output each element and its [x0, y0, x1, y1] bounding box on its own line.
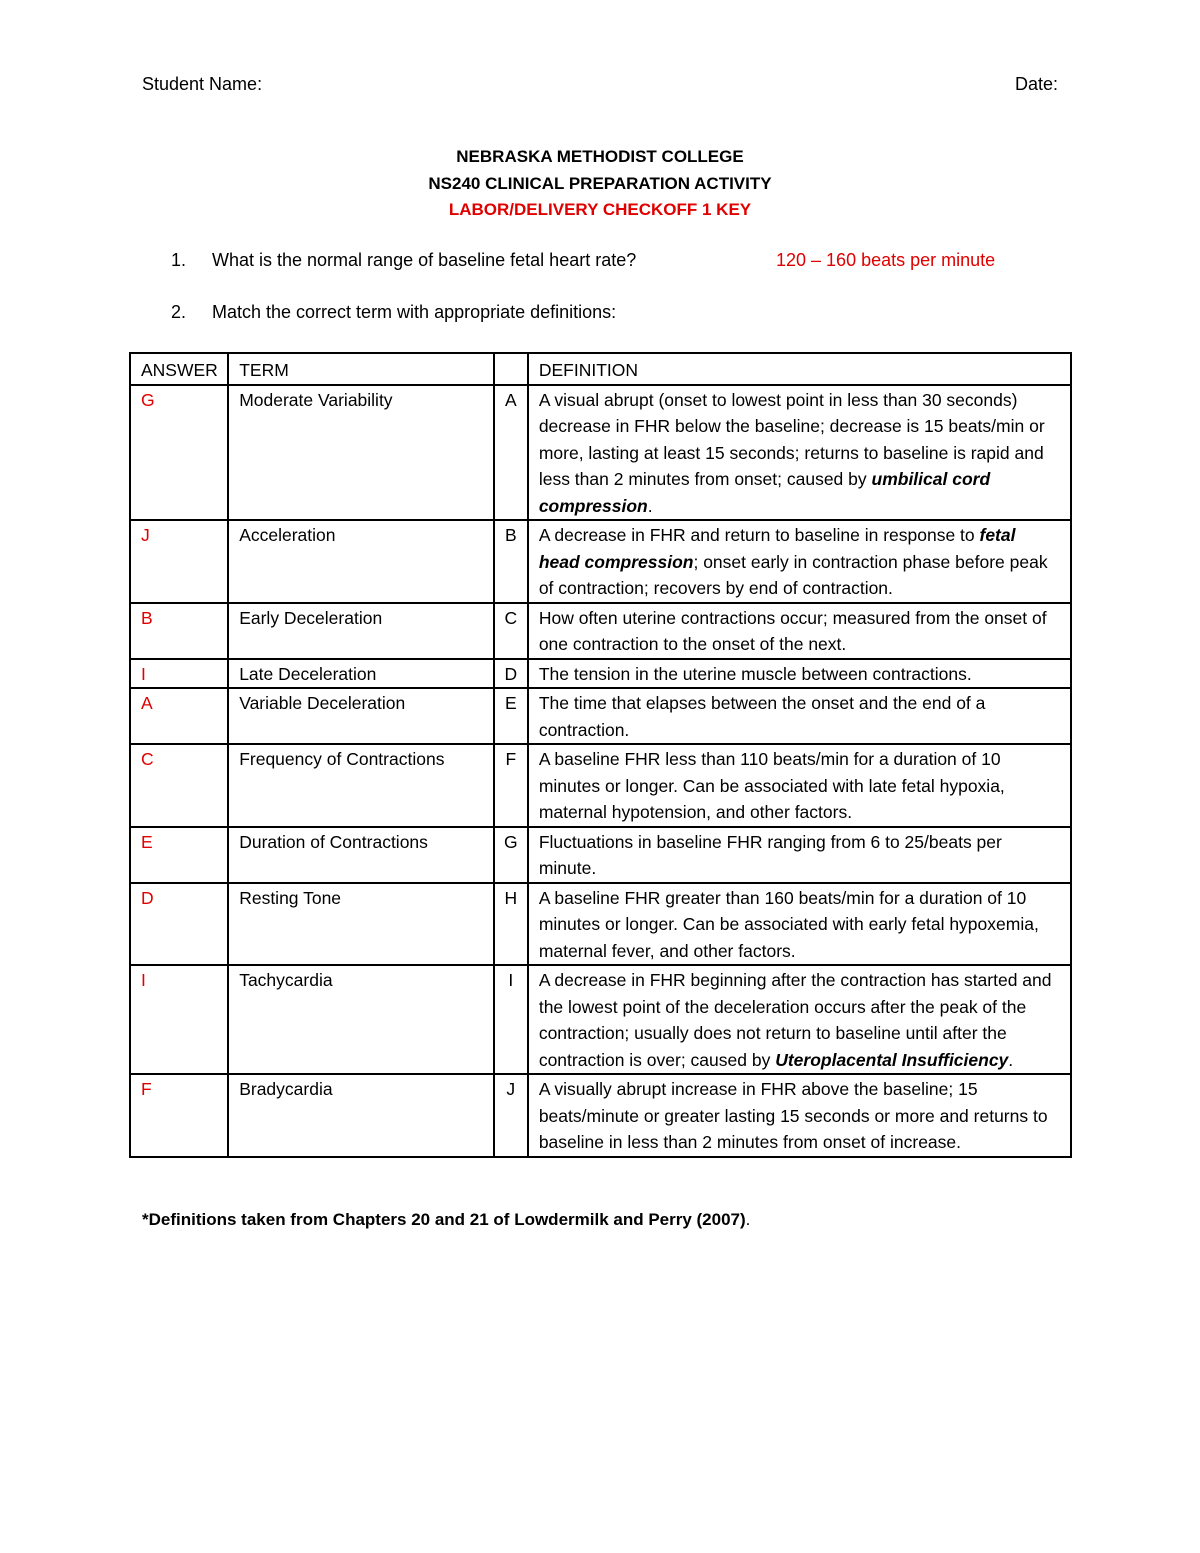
- definition-text: The tension in the uterine muscle between contractions.: [538, 663, 972, 684]
- answer-cell: F: [130, 1074, 228, 1157]
- definition-emphasis: umbilical cord compression: [538, 469, 991, 516]
- definition-text-tail: ; onset early in contraction phase before peak of contraction; recovers by end of contraction.: [538, 551, 1048, 598]
- letter-cell: B: [494, 520, 528, 603]
- term-cell: Acceleration: [228, 520, 494, 603]
- definition-text-tail: .: [1008, 1049, 1014, 1070]
- document-title-block: [0, 144, 1200, 224]
- definition-emphasis: fetal head compression: [538, 525, 1016, 572]
- answer-cell: C: [130, 744, 228, 827]
- answer-key-title: LABOR/DELIVERY CHECKOFF 1 KEY: [448, 200, 752, 219]
- definition-text: How often uterine contractions occur; measured from the onset of one contraction to the onset of the next.: [538, 607, 1047, 654]
- definition-emphasis: Uteroplacental Insufficiency: [775, 1049, 1009, 1070]
- definition-cell: [528, 659, 1071, 689]
- question-1-answer: 120 – 160 beats per minute: [776, 250, 996, 270]
- definition-text-tail: .: [647, 495, 653, 516]
- term-cell: Resting Tone: [228, 883, 494, 966]
- term-cell: Variable Deceleration: [228, 688, 494, 744]
- definition-cell: [528, 688, 1071, 744]
- header-answer: ANSWER: [130, 353, 228, 385]
- definition-cell: [528, 883, 1071, 966]
- definition-cell: [528, 385, 1071, 521]
- question-1-text: What is the normal range of baseline fetal heart rate?: [212, 250, 637, 270]
- table-row: [130, 603, 1071, 659]
- table-row: [130, 520, 1071, 603]
- table-row: [130, 385, 1071, 521]
- answer-cell: B: [130, 603, 228, 659]
- activity-title: NS240 CLINICAL PREPARATION ACTIVITY: [428, 173, 772, 193]
- term-cell: Frequency of Contractions: [228, 744, 494, 827]
- definition-text: A visually abrupt increase in FHR above the baseline; 15 beats/minute or greater lasting 15 seconds or more and returns to baseline in less than 2 minutes from onset of increase.: [538, 1079, 1048, 1152]
- footnote-text: *Definitions taken from Chapters 20 and 21 of Lowdermilk and Perry (2007): [142, 1210, 746, 1229]
- letter-cell: C: [494, 603, 528, 659]
- definition-cell: [528, 603, 1071, 659]
- definition-text: A baseline FHR less than 110 beats/min for a duration of 10 minutes or longer. Can be associated with late fetal hypoxia, maternal hypotension, and other factors.: [538, 749, 1005, 822]
- answer-cell: J: [130, 520, 228, 603]
- header-term: TERM: [228, 353, 494, 385]
- table-row: [130, 659, 1071, 689]
- letter-cell: E: [494, 688, 528, 744]
- term-cell: Duration of Contractions: [228, 827, 494, 883]
- college-name: NEBRASKA METHODIST COLLEGE: [456, 147, 744, 166]
- letter-cell: D: [494, 659, 528, 689]
- definition-cell: [528, 744, 1071, 827]
- letter-cell: I: [494, 965, 528, 1074]
- definition-text: Fluctuations in baseline FHR ranging from 6 to 25/beats per minute.: [538, 831, 1002, 878]
- question-2-text: Match the correct term with appropriate definitions:: [212, 302, 617, 322]
- question-1-number: 1.: [171, 250, 187, 270]
- footnote: [142, 1210, 750, 1230]
- answer-cell: D: [130, 883, 228, 966]
- question-2: [171, 302, 616, 323]
- term-cell: Tachycardia: [228, 965, 494, 1074]
- term-cell: Late Deceleration: [228, 659, 494, 689]
- table-row: [130, 688, 1071, 744]
- definition-cell: [528, 965, 1071, 1074]
- definition-cell: [528, 1074, 1071, 1157]
- definition-text: A decrease in FHR and return to baseline in response to: [538, 525, 980, 545]
- term-cell: Early Deceleration: [228, 603, 494, 659]
- letter-cell: A: [494, 385, 528, 521]
- definition-cell: [528, 520, 1071, 603]
- question-1: [171, 250, 1051, 271]
- term-cell: Bradycardia: [228, 1074, 494, 1157]
- footnote-period: .: [745, 1210, 751, 1229]
- definition-text: A decrease in FHR beginning after the contraction has started and the lowest point of the deceleration occurs after the peak of the contraction; usually does not return to baseline until after the contraction is over; caused by: [538, 970, 1052, 1070]
- table-row: [130, 827, 1071, 883]
- table-body: [130, 385, 1071, 1157]
- answer-cell: I: [130, 965, 228, 1074]
- definition-cell: [528, 827, 1071, 883]
- header-letter: [494, 353, 528, 385]
- student-name-label: Student Name:: [142, 74, 263, 94]
- table-row: [130, 1074, 1071, 1157]
- table-header-row: [130, 353, 1071, 385]
- answer-cell: G: [130, 385, 228, 521]
- answer-cell: I: [130, 659, 228, 689]
- answer-cell: E: [130, 827, 228, 883]
- letter-cell: J: [494, 1074, 528, 1157]
- definition-text: A visual abrupt (onset to lowest point in less than 30 seconds) decrease in FHR below the baseline; decrease is 15 beats/min or more, lasting at least 15 seconds; returns to baseline is rapid and less than 2 minutes from onset; caused by: [538, 389, 1045, 489]
- term-cell: Moderate Variability: [228, 385, 494, 521]
- table-row: [130, 883, 1071, 966]
- letter-cell: G: [494, 827, 528, 883]
- header-definition: DEFINITION: [528, 353, 1071, 385]
- student-info-line: [142, 74, 1058, 95]
- definition-text: The time that elapses between the onset and the end of a contraction.: [538, 693, 986, 740]
- table-row: [130, 744, 1071, 827]
- letter-cell: F: [494, 744, 528, 827]
- answer-cell: A: [130, 688, 228, 744]
- letter-cell: H: [494, 883, 528, 966]
- question-2-number: 2.: [171, 302, 187, 322]
- table-row: [130, 965, 1071, 1074]
- matching-table: [129, 352, 1072, 1158]
- definition-text: A baseline FHR greater than 160 beats/min for a duration of 10 minutes or longer. Can be associated with early fetal hypoxemia, maternal fever, and other factors.: [538, 887, 1039, 961]
- date-label: Date:: [1014, 74, 1058, 94]
